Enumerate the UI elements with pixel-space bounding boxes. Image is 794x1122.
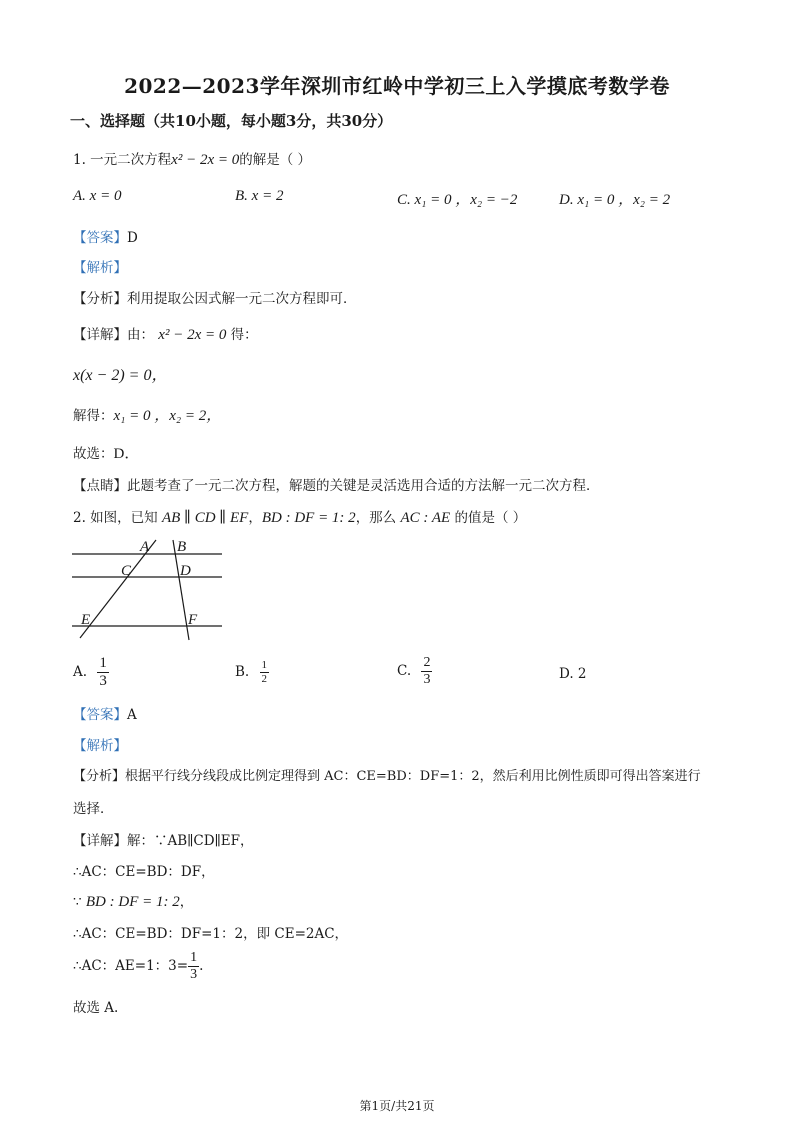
step3-suffix: ，: [179, 894, 194, 910]
q2-ask: AC : AE: [400, 510, 451, 526]
option-a-den: 3: [99, 673, 107, 689]
answer-tag: 【答案】: [73, 707, 127, 723]
step5-suffix: .: [199, 958, 204, 974]
q1-option-b: B. x = 2: [235, 188, 284, 204]
q1-dianjing: [73, 474, 600, 494]
q2-step-2: ∴AC：CE=BD：DF，: [73, 864, 215, 880]
q1-option-d: D. x₁ = 0 ，x₂ = 2: [559, 192, 671, 208]
solve-prefix: 解得：: [73, 408, 114, 424]
q2-answer: [73, 703, 137, 723]
q2-step-5: [73, 951, 203, 982]
fenxi-text: 根据平行线分线段成比例定理得到 AC：CE=BD：DF=1：2，然后利用比例性质即可得出答案进行: [125, 769, 701, 784]
step5-den: 3: [190, 967, 198, 982]
q2-choose: 故选 A.: [73, 1000, 119, 1016]
q1-fenxi: [73, 287, 357, 307]
transversal-bf: [173, 540, 189, 640]
q1-step-factor: x(x − 2) = 0，: [73, 367, 168, 384]
q2-option-b: [235, 660, 269, 685]
option-b-den: 2: [261, 673, 268, 685]
q2-xiangjie: [73, 829, 254, 849]
dianjing-tag: 【点睛】: [73, 478, 127, 494]
option-c-den: 3: [423, 672, 431, 687]
answer-tag: 【答案】: [73, 230, 127, 246]
solve-result: x₁ = 0 ，x₂ = 2，: [113, 408, 222, 424]
option-c-fraction: [421, 656, 432, 687]
xiangjie-suffix: 得：: [226, 327, 258, 343]
q2-ratio: BD : DF = 1: 2: [261, 510, 356, 526]
q2-analysis-tag: 【解析】: [73, 738, 127, 754]
q1-stem-text: 1. 一元二次方程: [73, 152, 172, 168]
q2-stem-text: 2. 如图，已知: [73, 510, 162, 526]
q2-step-3: [73, 890, 193, 911]
q2-step-4: ∴AC：CE=BD：DF=1：2，即 CE=2AC，: [73, 926, 349, 942]
option-b-fraction: [260, 660, 270, 685]
step5-prefix: ∴AC：AE=1：3=: [73, 958, 189, 974]
choose-prefix: 故选：: [73, 446, 114, 462]
fenxi-text: 利用提取公因式解一元二次方程即可．: [127, 291, 357, 307]
answer-value: D: [127, 230, 138, 246]
option-b-label: B.: [235, 664, 250, 680]
fenxi-tag: 【分析】: [73, 769, 126, 784]
option-c-label: C.: [397, 663, 412, 679]
page-title: 2022—2023学年深圳市红岭中学初三上入学摸底考数学卷: [124, 74, 670, 98]
q1-step-solve: [73, 404, 221, 425]
page-footer: 第1页/共21页: [359, 1099, 435, 1113]
xiangjie-tag: 【详解】: [73, 327, 127, 343]
q2-figure: [70, 536, 230, 646]
step5-fraction: [188, 951, 199, 982]
q2-fenxi-line1: [73, 765, 701, 784]
q2-option-c: [397, 656, 432, 687]
q1-equation: x² − 2x = 0: [171, 152, 240, 168]
dianjing-text: 此题考查了一元二次方程，解题的关键是灵活选用合适的方法解一元二次方程．: [127, 478, 600, 494]
xiangjie-prefix: 由：: [127, 327, 154, 343]
option-a-fraction: [97, 656, 109, 689]
label-b: B: [177, 539, 187, 555]
fenxi-tag: 【分析】: [73, 291, 127, 307]
q2-stem: [73, 506, 526, 527]
q1-option-c: C. x₁ = 0 ，x₂ = −2: [397, 192, 518, 208]
q1-analysis-tag: 【解析】: [73, 260, 127, 276]
label-f: F: [188, 612, 198, 628]
q2-fenxi-line2: 选择．: [73, 801, 114, 817]
q1-answer: [73, 226, 138, 246]
q1-stem: [73, 148, 311, 169]
q2-parallel: AB ∥ CD ∥ EF: [161, 510, 249, 526]
choose-value: D．: [113, 446, 140, 462]
q1-stem-tail: 的解是（ ）: [239, 152, 312, 168]
q2-option-a: [73, 656, 109, 689]
answer-value: A: [127, 707, 137, 723]
option-b-num: 1: [261, 659, 268, 671]
label-a: A: [140, 539, 150, 555]
step3-equation: BD : DF = 1: 2: [85, 894, 180, 910]
q1-xiangjie: [73, 323, 258, 344]
step3-prefix: ∵: [73, 894, 86, 910]
q2-stem-tail: 的值是（ ）: [450, 510, 527, 526]
q1-choose: [73, 442, 139, 463]
q2-sep: ，: [248, 510, 262, 526]
step5-num: 1: [190, 950, 198, 965]
xiangjie-equation: x² − 2x = 0: [158, 327, 227, 343]
xiangjie-line1: 解：∵AB∥CD∥EF，: [127, 833, 254, 849]
label-e: E: [81, 612, 91, 628]
label-d: D: [180, 563, 191, 579]
q2-option-d: D. 2: [559, 666, 587, 682]
section-heading: 一、选择题（共10小题，每小题3分，共30分）: [70, 112, 393, 130]
q2-sep2: ，那么: [355, 510, 401, 526]
option-a-label: A.: [73, 664, 88, 680]
option-a-num: 1: [99, 655, 107, 671]
option-c-num: 2: [423, 655, 431, 670]
q1-option-a: A. x = 0: [73, 188, 122, 204]
label-c: C: [121, 563, 132, 579]
xiangjie-tag: 【详解】: [73, 833, 127, 849]
